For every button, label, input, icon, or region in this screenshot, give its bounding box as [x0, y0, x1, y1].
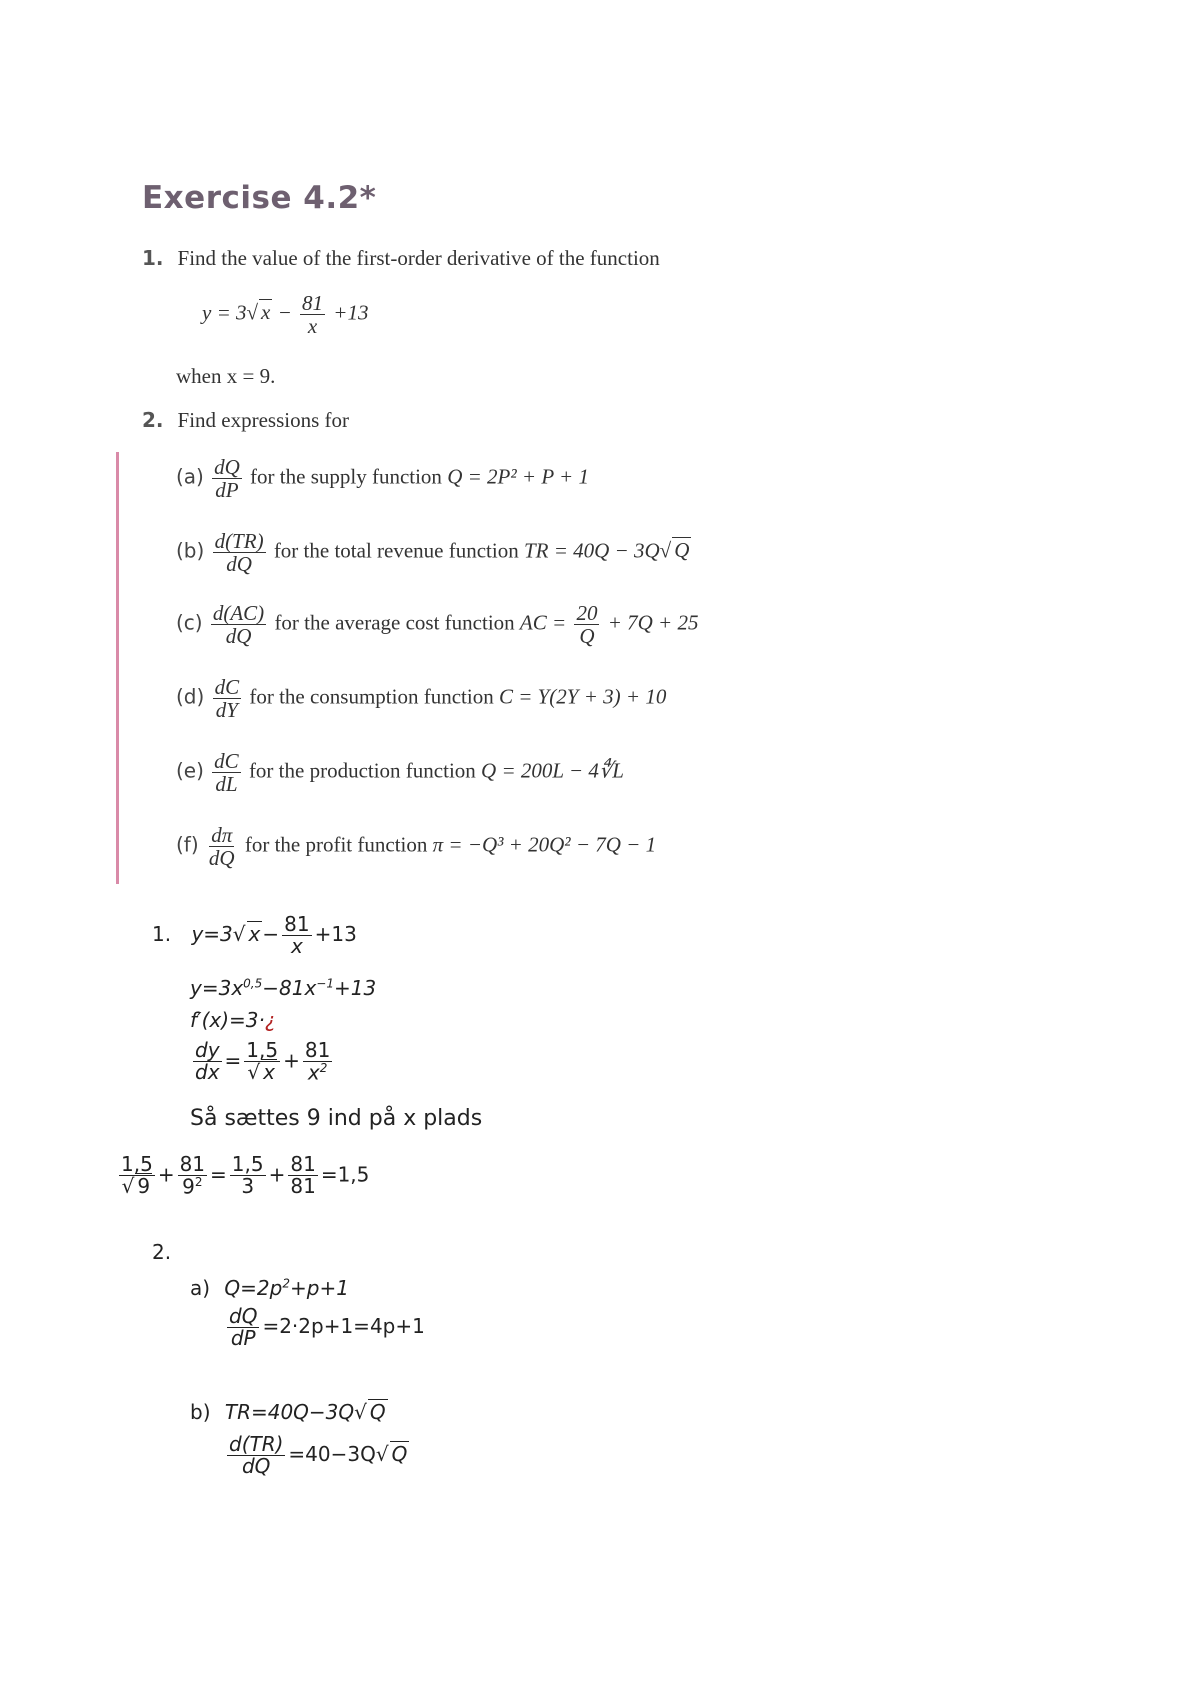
- derivative-numerator: d(TR): [214, 529, 264, 553]
- solution-number: 1.: [152, 922, 172, 946]
- question-2b: (b) $\frac{d(TR)}{dQ}$ for the total revenue function TR = 40Q − 3Q√ Q: [176, 529, 690, 577]
- eq-numerator: 81: [284, 912, 310, 936]
- solution-1-line-4: $\frac{dy}{dx}$ = $\frac{1,5}{√ x}$ + $\frac{81}{x^2}$: [195, 1038, 331, 1085]
- eq-numerator: 1,5: [246, 1038, 279, 1063]
- solution-2-number: 2.: [152, 1240, 172, 1264]
- item-equation: π = −Q³ + 20Q² − 7Q − 1: [432, 832, 657, 857]
- calc-denominator: 81: [290, 1174, 316, 1199]
- question-2-text: Find expressions for: [177, 408, 350, 432]
- solution-1-line-1: 1. y=3√ x − $\frac{81}{x}$ +13: [152, 912, 357, 958]
- item-equation-tail: + 7Q + 25: [607, 610, 699, 635]
- question-2e: [176, 750, 624, 795]
- calc-numerator: 81: [179, 1152, 206, 1176]
- item-equation: AC =: [519, 610, 567, 635]
- question-2d: [176, 676, 666, 721]
- derivative-numerator: dQ: [214, 455, 240, 479]
- eq-part: +13: [314, 922, 357, 946]
- eq-part: TR=40Q−3Q: [224, 1400, 355, 1424]
- solution-1-note: Så sættes 9 ind på x plads: [190, 1106, 483, 1131]
- eq-minus: −: [277, 300, 292, 325]
- eq-part: f′(x)=3·: [190, 1008, 265, 1032]
- derivative-numerator: dπ: [211, 823, 233, 847]
- question-2c: [176, 602, 698, 647]
- derivative-denominator: dQ: [225, 624, 252, 649]
- solution-2a-line-2: [224, 1306, 425, 1349]
- item-text: for the average cost function: [274, 610, 515, 635]
- derivative-numerator: dC: [214, 675, 240, 699]
- derivative-denominator: dY: [215, 698, 238, 723]
- item-sqrt: Q: [674, 538, 690, 563]
- eq-part: −81x: [262, 976, 317, 1000]
- eq-exponent: 0,5: [243, 976, 263, 991]
- eq-numerator: 20: [576, 601, 598, 625]
- question-1-when: when x = 9.: [176, 364, 276, 388]
- eq-numerator: d(TR): [229, 1432, 284, 1456]
- eq-numerator: 81: [302, 291, 324, 315]
- eq-equals: =: [224, 1048, 242, 1073]
- eq-part: y = 3: [202, 300, 247, 325]
- calc-plus: +: [157, 1162, 175, 1187]
- derivative-numerator: d(AC): [212, 601, 265, 625]
- eq-denominator: x: [307, 314, 318, 339]
- eq-part: +p+1: [289, 1276, 349, 1300]
- eq-sqrt: Q: [369, 1400, 386, 1424]
- solution-2a-line-1: [190, 1276, 349, 1300]
- eq-sqrt: x: [261, 300, 271, 325]
- calc-numerator: 1,5: [231, 1152, 264, 1177]
- item-equation: Q = 2P² + P + 1: [447, 464, 589, 489]
- question-2f: [176, 824, 656, 869]
- broken-glyph: ¿: [264, 1008, 276, 1032]
- eq-sqrt: x: [263, 1060, 275, 1085]
- calc-plus: +: [268, 1162, 286, 1187]
- item-equation: TR = 40Q − 3Q: [523, 538, 660, 563]
- solution-1-line-3: [190, 1008, 276, 1032]
- item-label: (f): [176, 832, 199, 857]
- question-1-number: 1.: [142, 246, 164, 270]
- item-text: for the supply function: [250, 464, 442, 489]
- item-text: for the consumption function: [249, 684, 494, 709]
- solution-2b-line-2: $\frac{d(TR)}{dQ}$ =40−3Q√ Q: [229, 1432, 408, 1478]
- eq-numerator: 81: [304, 1038, 331, 1062]
- derivative-denominator: dP: [215, 478, 239, 503]
- item-equation: C = Y(2Y + 3) + 10: [498, 684, 667, 709]
- derivative-numerator: dC: [214, 749, 239, 773]
- item-label: (a): [176, 464, 204, 489]
- eq-exponent: 2: [282, 1276, 290, 1291]
- eq-part: y=3x: [190, 976, 244, 1000]
- eq-denominator: x: [307, 1060, 320, 1085]
- calc-denominator: 3: [241, 1174, 255, 1199]
- question-2: [142, 408, 349, 433]
- eq-numerator: dy: [195, 1038, 220, 1063]
- eq-exponent: 2: [319, 1061, 328, 1075]
- eq-part: Q=2p: [224, 1276, 283, 1300]
- eq-sqrt: x: [248, 922, 261, 946]
- eq-plus: +: [283, 1048, 300, 1073]
- eq-part: +13: [334, 976, 377, 1000]
- solution-label: a): [190, 1276, 211, 1300]
- item-label: (e): [176, 758, 204, 783]
- eq-denominator: dQ: [241, 1454, 271, 1478]
- eq-rhs: =40−3Q: [288, 1442, 376, 1466]
- item-text: for the production function: [248, 758, 476, 783]
- eq-denominator: dx: [195, 1060, 220, 1085]
- eq-minus: −: [262, 922, 280, 946]
- derivative-denominator: dQ: [208, 846, 235, 871]
- question-1-equation: y = 3√ x − $\frac{81}{x}$ +13: [202, 291, 369, 339]
- item-label: (d): [176, 684, 205, 709]
- eq-sqrt: Q: [391, 1442, 408, 1466]
- question-2-number: 2.: [142, 408, 164, 432]
- eq-part: +13: [333, 300, 369, 325]
- item-label: (b): [176, 538, 205, 563]
- calc-numerator: 1,5: [121, 1152, 153, 1177]
- question-1: [142, 246, 660, 271]
- item-equation: Q = 200L − 4∜L: [481, 758, 624, 783]
- eq-numerator: dQ: [229, 1304, 258, 1328]
- calc-exponent: 2: [194, 1175, 203, 1189]
- item-text: for the profit function: [244, 832, 428, 857]
- eq-rhs: =2·2p+1=4p+1: [262, 1314, 425, 1338]
- eq-denominator: x: [290, 934, 303, 958]
- solution-2b-line-1: b) TR=40Q−3Q√ Q: [190, 1400, 386, 1424]
- eq-denominator: dP: [230, 1326, 256, 1350]
- exercise-title: Exercise 4.2*: [142, 180, 377, 216]
- derivative-denominator: dL: [215, 772, 238, 797]
- calc-equals: =: [210, 1162, 227, 1187]
- item-label: (c): [176, 610, 203, 635]
- derivative-denominator: dQ: [226, 552, 252, 577]
- calc-denominator: 9: [182, 1174, 195, 1199]
- item-text: for the total revenue function: [273, 538, 519, 563]
- calc-numerator: 81: [290, 1152, 316, 1177]
- question-2a: [176, 456, 589, 501]
- eq-denominator: Q: [579, 624, 595, 649]
- margin-highlight-bar: [116, 452, 119, 884]
- eq-exponent: −1: [316, 976, 334, 991]
- calc-result: =1,5: [320, 1162, 370, 1187]
- solution-label: b): [190, 1400, 211, 1424]
- eq-part: y=3: [191, 922, 233, 946]
- question-1-text: Find the value of the first-order derivative of the function: [177, 246, 660, 270]
- solution-1-line-2: [190, 976, 376, 1000]
- calc-sqrt: 9: [137, 1174, 151, 1199]
- solution-1-calculation: $\frac{1,5}{√ 9}$ + $\frac{81}{9^2}$ = $\frac{1,5}{3}$ + $\frac{81}{81}$ =1,5: [121, 1152, 370, 1199]
